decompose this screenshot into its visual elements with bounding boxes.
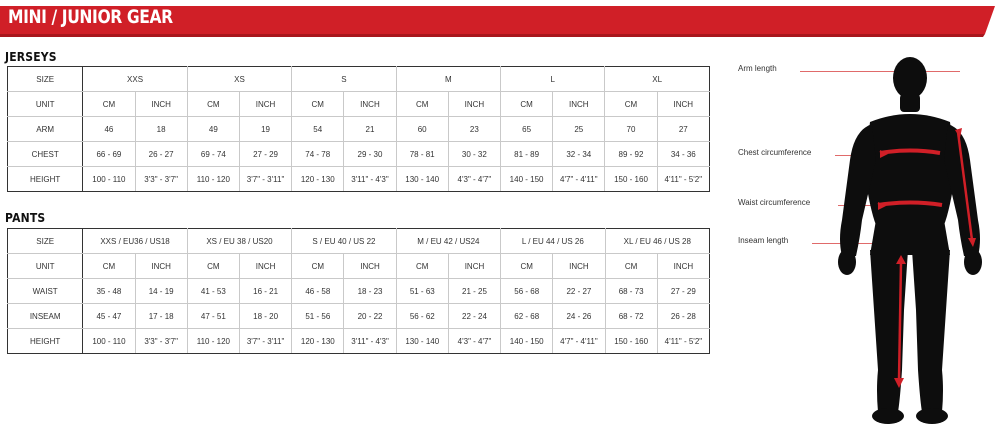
table-cell: INCH <box>344 254 396 279</box>
table-cell: INCH <box>657 254 709 279</box>
table-cell: 18 - 20 <box>239 304 291 329</box>
table-cell: INCH <box>553 92 605 117</box>
size-m: M / EU 42 / US24 <box>396 229 500 254</box>
table-cell: 21 - 25 <box>448 279 500 304</box>
size-label: SIZE <box>8 67 83 92</box>
table-cell: 41 - 53 <box>187 279 239 304</box>
table-cell: CM <box>292 92 344 117</box>
row-label: WAIST <box>8 279 83 304</box>
size-s: S / EU 40 / US 22 <box>292 229 396 254</box>
jerseys-size-table <box>7 66 710 192</box>
table-cell: 110 - 120 <box>187 167 239 192</box>
table-cell: 18 - 23 <box>344 279 396 304</box>
table-cell: 17 - 18 <box>135 304 187 329</box>
table-cell: 100 - 110 <box>83 167 135 192</box>
table-cell: 19 <box>239 117 291 142</box>
table-cell: 4'3" - 4'7" <box>448 329 500 354</box>
table-cell: 150 - 160 <box>605 167 657 192</box>
table-row-unit <box>8 92 710 117</box>
table-cell: 4'7" - 4'11" <box>553 167 605 192</box>
table-cell: 70 <box>605 117 657 142</box>
table-cell: 130 - 140 <box>396 167 448 192</box>
table-cell: 3'11" - 4'3" <box>344 167 396 192</box>
table-cell: INCH <box>239 92 291 117</box>
row-label: CHEST <box>8 142 83 167</box>
size-header-row <box>8 67 710 92</box>
table-cell: 56 - 68 <box>501 279 553 304</box>
table-cell: 68 - 72 <box>605 304 657 329</box>
waist-circumference-label: Waist circumference <box>738 198 811 207</box>
table-cell: 20 - 22 <box>344 304 396 329</box>
table-row-height <box>8 329 710 354</box>
jerseys-title: JERSEYS <box>5 50 57 64</box>
table-cell: 45 - 47 <box>83 304 135 329</box>
size-header-row <box>8 229 710 254</box>
size-xl: XL / EU 46 / US 28 <box>605 229 709 254</box>
table-cell: 26 - 28 <box>657 304 709 329</box>
table-cell: 23 <box>448 117 500 142</box>
body-silhouette <box>730 50 1000 430</box>
table-cell: 35 - 48 <box>83 279 135 304</box>
page-title: MINI / JUNIOR GEAR <box>8 6 173 28</box>
row-label: ARM <box>8 117 83 142</box>
inseam-length-label: Inseam length <box>738 236 789 245</box>
row-label: UNIT <box>8 92 83 117</box>
table-cell: 49 <box>187 117 239 142</box>
pants-title: PANTS <box>5 211 46 225</box>
table-row-waist <box>8 279 710 304</box>
arm-length-label: Arm length <box>738 64 777 73</box>
table-cell: 130 - 140 <box>396 329 448 354</box>
table-cell: CM <box>83 92 135 117</box>
pants-size-table <box>7 228 710 354</box>
table-cell: 62 - 68 <box>501 304 553 329</box>
table-cell: 69 - 74 <box>187 142 239 167</box>
table-cell: 81 - 89 <box>500 142 552 167</box>
table-cell: 65 <box>500 117 552 142</box>
table-cell: INCH <box>553 254 605 279</box>
table-cell: 54 <box>292 117 344 142</box>
table-cell: 34 - 36 <box>657 142 709 167</box>
size-label: SIZE <box>8 229 83 254</box>
table-cell: CM <box>500 92 552 117</box>
table-cell: 3'3" - 3'7" <box>135 167 187 192</box>
table-cell: INCH <box>135 92 187 117</box>
table-cell: 27 <box>657 117 709 142</box>
table-row-inseam <box>8 304 710 329</box>
table-cell: CM <box>501 254 553 279</box>
table-cell: CM <box>396 254 448 279</box>
size-xxs: XXS / EU36 / US18 <box>83 229 187 254</box>
table-cell: CM <box>396 92 448 117</box>
measurement-figure <box>730 50 1000 430</box>
table-cell: INCH <box>657 92 709 117</box>
chest-circumference-label: Chest circumference <box>738 148 812 157</box>
size-xxs: XXS <box>83 67 187 92</box>
table-cell: 14 - 19 <box>135 279 187 304</box>
table-cell: 4'11" - 5'2" <box>657 329 709 354</box>
size-m: M <box>396 67 500 92</box>
table-cell: 46 - 58 <box>292 279 344 304</box>
table-cell: 89 - 92 <box>605 142 657 167</box>
table-cell: 150 - 160 <box>605 329 657 354</box>
table-cell: 100 - 110 <box>83 329 135 354</box>
table-row-unit <box>8 254 710 279</box>
table-cell: 68 - 73 <box>605 279 657 304</box>
table-cell: 25 <box>553 117 605 142</box>
row-label: UNIT <box>8 254 83 279</box>
table-cell: 78 - 81 <box>396 142 448 167</box>
table-row-height <box>8 167 710 192</box>
table-cell: INCH <box>239 254 291 279</box>
table-cell: 51 - 56 <box>292 304 344 329</box>
table-cell: 27 - 29 <box>239 142 291 167</box>
table-cell: 66 - 69 <box>83 142 135 167</box>
table-cell: 27 - 29 <box>657 279 709 304</box>
table-cell: 140 - 150 <box>500 167 552 192</box>
row-label: INSEAM <box>8 304 83 329</box>
table-cell: 4'7" - 4'11" <box>553 329 605 354</box>
table-cell: 110 - 120 <box>187 329 239 354</box>
table-cell: 3'7" - 3'11" <box>239 329 291 354</box>
table-cell: INCH <box>448 92 500 117</box>
size-l: L <box>500 67 604 92</box>
size-xs: XS <box>187 67 291 92</box>
size-xl: XL <box>605 67 710 92</box>
table-cell: CM <box>605 254 657 279</box>
row-label: HEIGHT <box>8 167 83 192</box>
table-cell: INCH <box>135 254 187 279</box>
table-cell: 51 - 63 <box>396 279 448 304</box>
table-cell: 32 - 34 <box>553 142 605 167</box>
table-cell: 120 - 130 <box>292 167 344 192</box>
table-cell: CM <box>187 92 239 117</box>
table-cell: 47 - 51 <box>187 304 239 329</box>
table-cell: 4'3" - 4'7" <box>448 167 500 192</box>
table-cell: 56 - 62 <box>396 304 448 329</box>
row-label: HEIGHT <box>8 329 83 354</box>
table-cell: 22 - 27 <box>553 279 605 304</box>
table-cell: 4'11" - 5'2" <box>657 167 709 192</box>
table-cell: CM <box>187 254 239 279</box>
table-cell: 29 - 30 <box>344 142 396 167</box>
table-row-chest <box>8 142 710 167</box>
table-cell: 3'11" - 4'3" <box>344 329 396 354</box>
table-cell: 74 - 78 <box>292 142 344 167</box>
table-row-arm <box>8 117 710 142</box>
size-xs: XS / EU 38 / US20 <box>187 229 291 254</box>
table-cell: 3'7" - 3'11" <box>239 167 291 192</box>
table-cell: CM <box>292 254 344 279</box>
table-cell: 46 <box>83 117 135 142</box>
size-s: S <box>292 67 396 92</box>
table-cell: INCH <box>448 254 500 279</box>
table-cell: 140 - 150 <box>501 329 553 354</box>
size-l: L / EU 44 / US 26 <box>501 229 605 254</box>
table-cell: 18 <box>135 117 187 142</box>
table-cell: 120 - 130 <box>292 329 344 354</box>
table-cell: 3'3" - 3'7" <box>135 329 187 354</box>
table-cell: INCH <box>344 92 396 117</box>
table-cell: 21 <box>344 117 396 142</box>
table-cell: 22 - 24 <box>448 304 500 329</box>
table-cell: CM <box>605 92 657 117</box>
table-cell: 60 <box>396 117 448 142</box>
table-cell: 24 - 26 <box>553 304 605 329</box>
header-banner <box>0 0 1000 38</box>
table-cell: 26 - 27 <box>135 142 187 167</box>
table-cell: 30 - 32 <box>448 142 500 167</box>
table-cell: CM <box>83 254 135 279</box>
table-cell: 16 - 21 <box>239 279 291 304</box>
